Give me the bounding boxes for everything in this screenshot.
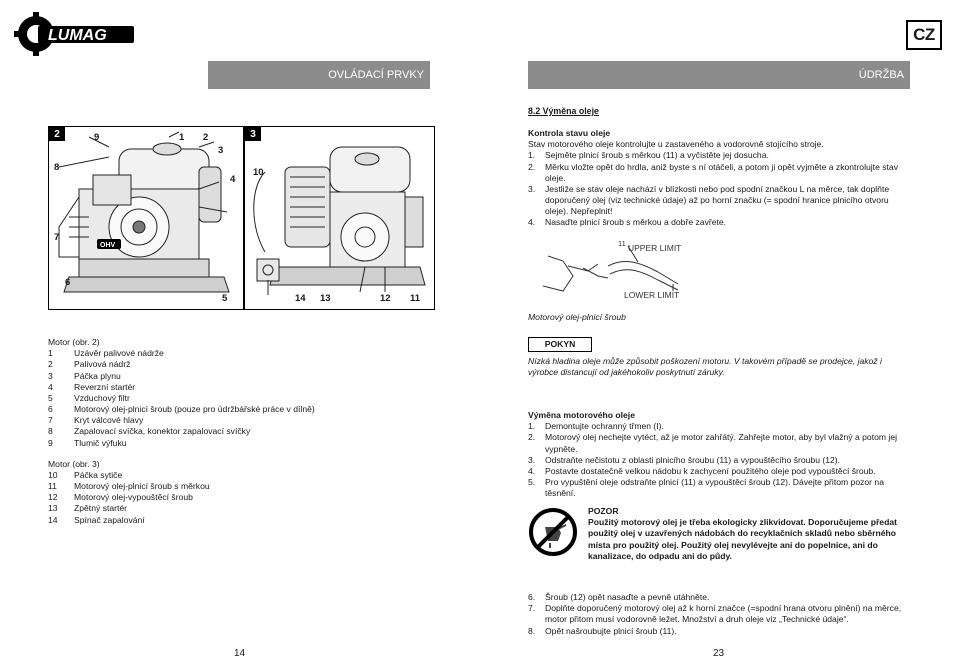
list-item: 6. Šroub (12) opět nasaďte a pevně utáhněte. (528, 592, 710, 602)
list-item: 4. Nasaďte plnicí šroub s měrkou a dobře zavřete. (528, 217, 727, 228)
list-item: 8. Opět našroubujte plnicí šroub (11). (528, 625, 677, 636)
fig-label: 3 (218, 145, 224, 156)
page-number-left: 14 (234, 648, 246, 658)
list-item: 3 Páčka plynu (48, 370, 121, 381)
brand-logo (14, 12, 134, 56)
fig-label: 14 (295, 293, 306, 304)
legend-group-title: Motor (obr. 3) (48, 458, 100, 469)
oil-check-intro: Stav motorového oleje kontrolujte u zastaveného a vodorovně stojícího stroje. (528, 139, 824, 150)
page-number-right: 23 (713, 648, 725, 658)
oil-change-section (528, 410, 913, 499)
list-item: 4 Reverzní startér (48, 381, 136, 392)
fig-label: 7 (54, 232, 60, 243)
list-item: 2 Palivová nádrž (48, 359, 131, 370)
warning-line-2: použitý olej v uzavřených nádobách do recyklačních skladů nebo sběrného místa pro použitý olej. Použitý olej nevylévejte ani do popelnice, ani do kanalizace, do odpadu ani do půdy. (588, 528, 897, 561)
upper-limit-label: UPPER LIMIT (628, 243, 682, 253)
list-item: 2. Motorový olej nechejte vytéct, až je motor zahřátý. Zahřejte motor, aby byl vlažný a potom jej vypněte. (528, 432, 898, 454)
list-item: 1. Demontujte ochranný třmen (I). (528, 421, 664, 432)
list-item: 9 Tlumič výfuku (48, 437, 127, 448)
dipstick-caption: Motorový olej-plnicí šroub (528, 312, 626, 322)
engine-figure-2 (48, 126, 244, 310)
legend-list-2 (48, 470, 348, 526)
list-item: 5 Vzduchový filtr (48, 392, 130, 403)
note-label: POKYN (528, 337, 592, 352)
ohv-badge: OHV (100, 242, 116, 249)
warning-block (588, 506, 913, 562)
list-item: 1 Uzávěr palivové nádrže (48, 348, 164, 359)
section-title: 8.2 Výměna oleje (528, 106, 599, 116)
list-item: 2. Měrku vložte opět do hrdla, aniž byste s ní otáčeli, a potom ji opět vyjměte a zkontrolujte stav oleje. (528, 161, 898, 183)
no-dumping-icon (528, 507, 578, 557)
fig-label: 8 (54, 162, 60, 173)
language-code: CZ (906, 20, 942, 50)
dipstick-label-number: 11 (618, 239, 626, 248)
fig-label: 1 (179, 132, 185, 143)
list-item: 4. Postavte dostatečně velkou nádobu k zachycení použitého oleje pod vypouštěcí šroub. (528, 465, 876, 476)
list-item: 11 Motorový olej-plnicí šroub s měrkou (48, 481, 210, 492)
list-item: 3. Odstraňte nečistotu z oblasti plnicího šroubu (11) a vypouštěcího šroubu (12). (528, 454, 841, 465)
section-bar-left: OVLÁDACÍ PRVKY (208, 61, 430, 89)
list-item: 12 Motorový olej-vypouštěcí šroub (48, 492, 193, 503)
note-text: Nízká hladina oleje může způsobit poškození motoru. V takovém případě se prodejce, jakož i výrobce distancují od jakéhokoliv poskytnutí záruky. (528, 356, 882, 378)
section-bar-right: ÚDRŽBA (528, 61, 910, 89)
oil-check-steps (528, 150, 913, 228)
list-item: 13 Zpětný startér (48, 503, 128, 514)
list-item: 3. Jestliže se stav oleje nachází v blízkosti nebo pod spodní značkou L na měrce, tak doplňte doporučený olej (viz technické údaje) až po horní značku (= spodní hranice plnicího otvoru oleje). Nepřeplnit! (528, 183, 890, 217)
list-item: 8 Zapalovací svíčka, konektor zapalovací svíčky (48, 426, 251, 437)
fig-label: 12 (380, 293, 391, 304)
legend-group-title: Motor (obr. 2) (48, 337, 100, 347)
oil-refill-steps (528, 592, 913, 637)
list-item: 7 Kryt válcové hlavy (48, 415, 144, 426)
fig-label: 10 (253, 167, 264, 178)
warning-label: POZOR (588, 506, 619, 516)
warning-line-1: Použitý motorový olej je třeba ekologicky zlikvidovat. Doporučujeme předat (588, 517, 897, 528)
fig-label: 9 (94, 132, 100, 143)
list-item: 6 Motorový olej-plnicí šroub (pouze pro údržbářské práce v dílně) (48, 404, 315, 415)
list-item: 14 Spínač zapalování (48, 514, 145, 525)
oil-check-title: Kontrola stavu oleje (528, 128, 611, 138)
oil-change-steps (528, 421, 913, 499)
engine-figure-3 (244, 126, 435, 310)
oil-check-section (528, 128, 913, 229)
fig-label: 4 (230, 174, 236, 185)
fig-label: 11 (410, 293, 421, 304)
fig-label: 6 (65, 277, 71, 288)
list-item: 1. Sejměte plnicí šroub s měrkou (11) a vyčistěte jej dosucha. (528, 150, 769, 161)
fig-label: 13 (320, 293, 331, 304)
list-item: 7. Doplňte doporučený motorový olej až k horní značce (=spodní hrana otvoru plnění) na měrce, motor přitom musí vodorovně ležet. Množství a druh oleje viz „Technické údaje“. (528, 603, 902, 625)
legend-list-1 (48, 348, 348, 449)
figure-number-3: 3 (245, 127, 261, 141)
figure-number-2: 2 (49, 127, 65, 141)
list-item: 5. Pro vypuštění oleje odstraňte plnicí (11) a vypouštěcí šroub (12). Dávejte přitom pozor na těsnění. (528, 477, 884, 499)
engine-legend (48, 337, 348, 526)
lower-limit-label: LOWER LIMIT (624, 290, 680, 300)
fig-label: 5 (222, 293, 228, 304)
list-item: 10 Páčka sytiče (48, 469, 123, 480)
dipstick-figure (528, 236, 693, 306)
logo-text: LUMAG (48, 27, 107, 44)
fig-label: 2 (203, 132, 209, 143)
oil-change-title: Výměna motorového oleje (528, 410, 635, 420)
